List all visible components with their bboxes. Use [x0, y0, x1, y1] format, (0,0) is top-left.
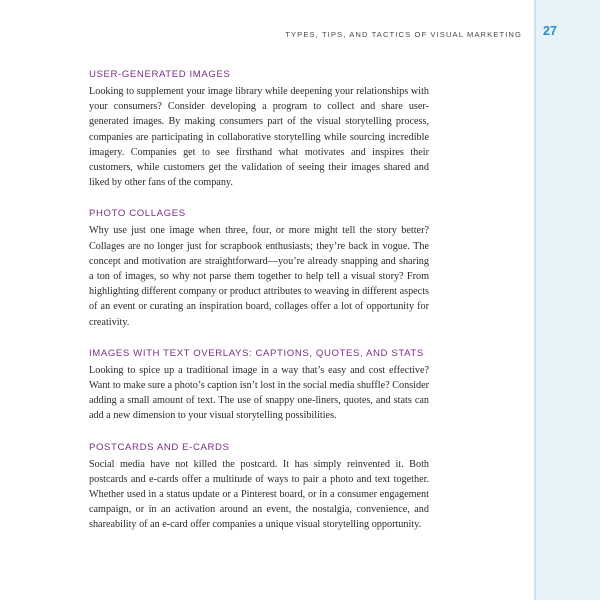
section-paragraph: Looking to spice up a traditional image in a way that’s easy and cost effective? Want to make sure a photo’s caption isn’t lost in the social media shuffle? Consider adding a small amount of text. The use of snappy one-liners, quotes, and stats can add a new dimension to your visual storytelling possibilities.	[89, 364, 429, 422]
running-head: TYPES, TIPS, AND TACTICS OF VISUAL MARKETING	[285, 30, 522, 39]
page-body	[89, 68, 429, 550]
section-paragraph: Looking to supplement your image library while deepening your relationships with your consumers? Consider developing a program to collect and share user-generated images. By making consumers part of the visual storytelling process, companies are participating in collaborative storytelling while sourcing incredible imagery. Companies get to see firsthand what motivates and inspires their customers, while customers get the validation of seeing their images shared and liked by other fans of the company.	[89, 86, 429, 189]
page-number: 27	[543, 24, 557, 38]
section-user-generated-images	[89, 68, 429, 190]
section-heading: PHOTO COLLAGES	[89, 208, 186, 220]
section-paragraph: Why use just one image when three, four, or more might tell the story better? Collages are no longer just for scrapbook enthusiasts; they’re back in vogue. The concept and motivation are straightforward—you’re already snapping and sharing a ton of images, so why not parse them together to help tell a visual story? From highlighting different company or product attributes to weaving in different aspects of an event or curating an inspiration board, collages offer a lot of opportunity for creativity.	[89, 225, 429, 328]
page-edge-strip	[534, 0, 600, 600]
section-heading: POSTCARDS AND E-CARDS	[89, 441, 230, 453]
section-text-overlays	[89, 347, 429, 424]
section-heading: IMAGES WITH TEXT OVERLAYS: CAPTIONS, QUOTES, AND STATS	[89, 347, 424, 359]
section-photo-collages	[89, 207, 429, 329]
section-heading: USER-GENERATED IMAGES	[89, 69, 231, 80]
section-paragraph: Social media have not killed the postcard. It has simply reinvented it. Both postcards and e-cards offer a multitude of ways to pair a photo and text together. Whether used in a status update or a Pinterest board, or in a consumer engagement campaign, or in an activation around an event, the nostalgia, convenience, and shareability of an e-card offer companies a unique visual storytelling opportunity.	[89, 458, 429, 531]
section-postcards-ecards	[89, 441, 429, 533]
